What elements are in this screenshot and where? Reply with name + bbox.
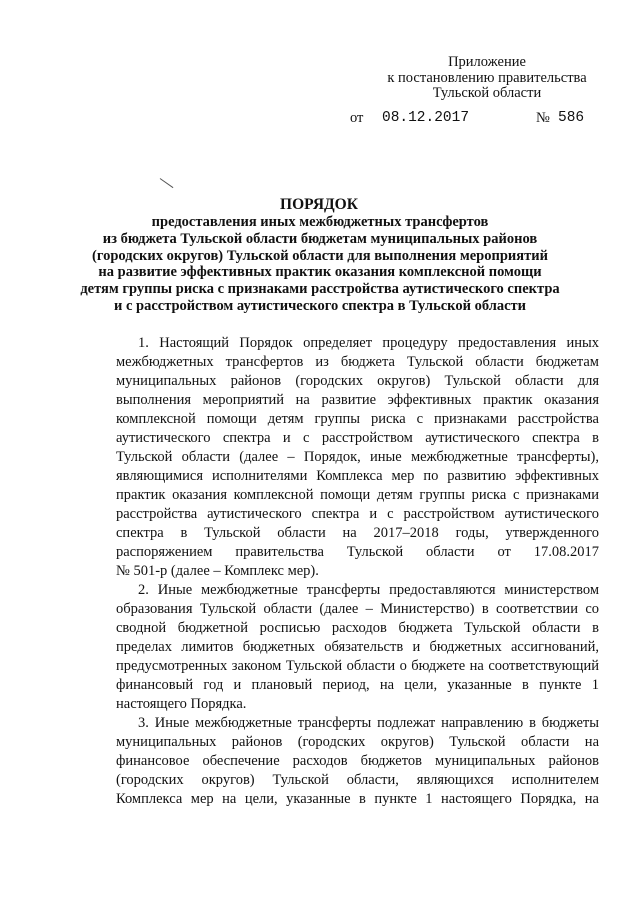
subtitle-line: предоставления иных межбюджетных трансфертов [151,214,489,230]
text-line: финансовый год и плановый период, на цели, указанные в пункте 1 [116,677,599,693]
text-line: № 501-р (далее – Комплекс мер). [116,563,319,579]
text-line: практик оказания комплексной помощи детям группы риска с признаками [116,487,599,503]
date-prefix: от [350,110,364,126]
subtitle-line: из бюджета Тульской области бюджетам муниципальных районов [102,230,538,247]
text-line: (городских округов) Тульской области, являющихся исполнителем [116,772,599,788]
text-line: спектра в Тульской области на 2017–2018 годы, утвержденного [116,525,599,541]
text-line: распоряжением правительства Тульской области от 17.08.2017 [116,544,599,560]
text-line: пределах лимитов бюджетных обязательств и бюджетных ассигнований, [116,639,599,655]
subtitle-line: и с расстройством аутистического спектра в Тульской области [113,297,527,314]
appendix-label: Приложение [448,54,526,70]
text-line: сводной бюджетной росписью расходов бюджета Тульской области в [116,620,599,636]
text-line: расстройства аутистического спектра и с расстройством аутистического [116,506,599,522]
paragraph-1 [116,334,599,581]
text-line: предусмотренных законом Тульской области о бюджете на соответствующий [116,658,599,674]
text-line: настоящего Порядка. [116,696,247,712]
text-line: межбюджетных трансфертов из бюджета Тульской области бюджетам [116,354,599,370]
text-line: аутистического спектра и с расстройством аутистического спектра в [116,430,599,446]
document-title: ПОРЯДОК [280,196,358,213]
text-line: муниципальных районов (городских округов) Тульской области для [116,373,599,389]
appendix-region: Тульской области [432,85,542,101]
subtitle-line: (городских округов) Тульской области для выполнения мероприятий [92,247,548,264]
resolution-dateline [350,110,590,128]
text-line: 1. Настоящий Порядок определяет процедуру предоставления иных [138,335,599,351]
text-line: муниципальных районов (городских округов) Тульской области на [116,734,599,750]
text-line: Тульской области (далее – Порядок, иные межбюджетные трансферты), [116,449,599,465]
text-line: 2. Иные межбюджетные трансферты предоставляются министерством [138,582,599,598]
subtitle-line: детям группы риска с признаками расстройства аутистического спектра [80,281,560,298]
paragraph-3 [116,714,599,809]
appendix-header [372,55,602,102]
document-body [116,334,599,809]
text-line: выполнения мероприятий на развитие эффективных практик оказания [116,392,599,408]
text-line: 3. Иные межбюджетные трансферты подлежат направлению в бюджеты [138,715,599,731]
resolution-date: 08.12.2017 [382,110,470,126]
text-line: комплексной помощи детям группы риска с признаками расстройства [116,411,599,427]
appendix-resolution: к постановлению правительства [387,69,587,86]
text-line: финансовое обеспечение расходов бюджетов муниципальных районов [116,753,599,769]
text-line: являющимися исполнителями Комплекса мер по развитию эффективных [116,468,599,484]
stray-mark [160,178,174,188]
subtitle-line: на развитие эффективных практик оказания комплексной помощи [98,264,542,281]
paragraph-2 [116,581,599,714]
text-line: образования Тульской области (далее – Министерство) в соответствии со [116,601,599,617]
document-subtitle [40,214,600,315]
number-sign: № [536,110,550,126]
resolution-number: 586 [558,110,585,126]
text-line: Комплекса мер на цели, указанные в пункте 1 настоящего Порядка, на [116,791,599,807]
